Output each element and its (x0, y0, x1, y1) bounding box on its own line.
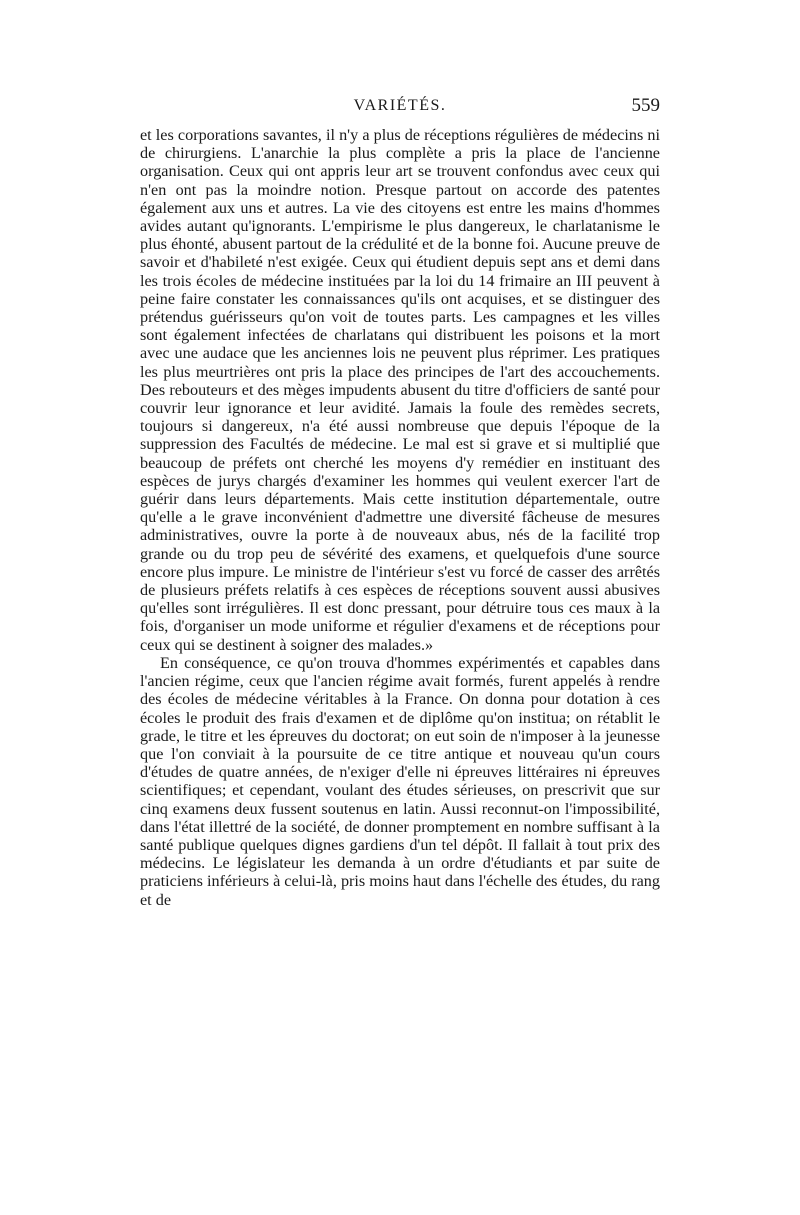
running-head (140, 92, 660, 120)
running-title: VARIÉTÉS. (353, 97, 447, 114)
page-number: 559 (631, 95, 660, 116)
paragraph-1: et les corporations savantes, il n'y a plus de réceptions régulières de médecins ni de chirurgiens. L'anarchie la plus complète a pris la place de l'ancienne organisation. Ceux qui ont appris leur art se trouvent confondus avec ceux qui n'en ont pas la moindre notion. Presque partout on accorde des patentes également aux uns et autres. La vie des citoyens est entre les mains d'hommes avides autant qu'ignorants. L'empirisme le plus dangereux, le charlatanisme le plus éhonté, abusent partout de la crédulité et de la bonne foi. Aucune preuve de savoir et d'habileté n'est exigée. Ceux qui étudient depuis sept ans et demi dans les trois écoles de médecine instituées par la loi du 14 frimaire an III peuvent à peine faire constater les connaissances qu'ils ont acquises, et se distinguer des prétendus guérisseurs qu'on voit de toutes parts. Les campagnes et les villes sont également infectées de charlatans qui distribuent les poisons et la mort avec une audace que les anciennes lois ne peuvent plus réprimer. Les pratiques les plus meurtrières ont pris la place des principes de l'art des accouchements. Des rebouteurs et des mèges impudents abusent du titre d'officiers de santé pour couvrir leur ignorance et leur avidité. Jamais la foule des remèdes secrets, toujours si dangereux, n'a été aussi nombreuse que depuis l'époque de la suppression des Facultés de médecine. Le mal est si grave et si multiplié que beaucoup de préfets ont cherché les moyens d'y remédier en instituant des espèces de jurys chargés d'examiner les hommes qui veulent exercer l'art de guérir dans leurs départements. Mais cette institution départementale, outre qu'elle a le grave inconvénient d'admettre une diversité fâcheuse de mesures administratives, ouvre la porte à de nouveaux abus, nés de la facilité trop grande ou du trop peu de sévérité des examens, et quelquefois d'une source encore plus impure. Le ministre de l'intérieur s'est vu forcé de casser des arrêtés de plusieurs préfets relatifs à ces espèces de réceptions souvent aussi abusives qu'elles sont irrégulières. Il est donc pressant, pour détruire tous ces maux à la fois, d'organiser un mode uniforme et régulier d'examens et de réceptions pour ceux qui se destinent à soigner des malades.» (140, 126, 660, 654)
body-text (140, 126, 660, 909)
paragraph-2: En conséquence, ce qu'on trouva d'hommes expérimentés et capables dans l'ancien régime, ceux que l'ancien régime avait formés, furent appelés à rendre des écoles de médecine véritables à la France. On donna pour dotation à ces écoles le produit des frais d'examen et de diplôme qu'on institua; on rétablit le grade, le titre et les épreuves du doctorat; on eut soin de n'imposer à la jeunesse que l'on conviait à la poursuite de ce titre antique et nouveau qu'un cours d'études de quatre années, de n'exiger d'elle ni épreuves littéraires ni épreuves scientifiques; et cependant, voulant des études sérieuses, on prescrivit que sur cinq examens deux fussent soutenus en latin. Aussi reconnut-on l'impossibilité, dans l'état illettré de la société, de donner promptement en nombre suffisant à la santé publique quelques dignes gardiens d'un tel dépôt. Il fallait à tout prix des médecins. Le législateur les demanda à un ordre d'étudiants et par suite de praticiens inférieurs à celui-là, pris moins haut dans l'échelle des études, du rang et de (140, 653, 660, 909)
